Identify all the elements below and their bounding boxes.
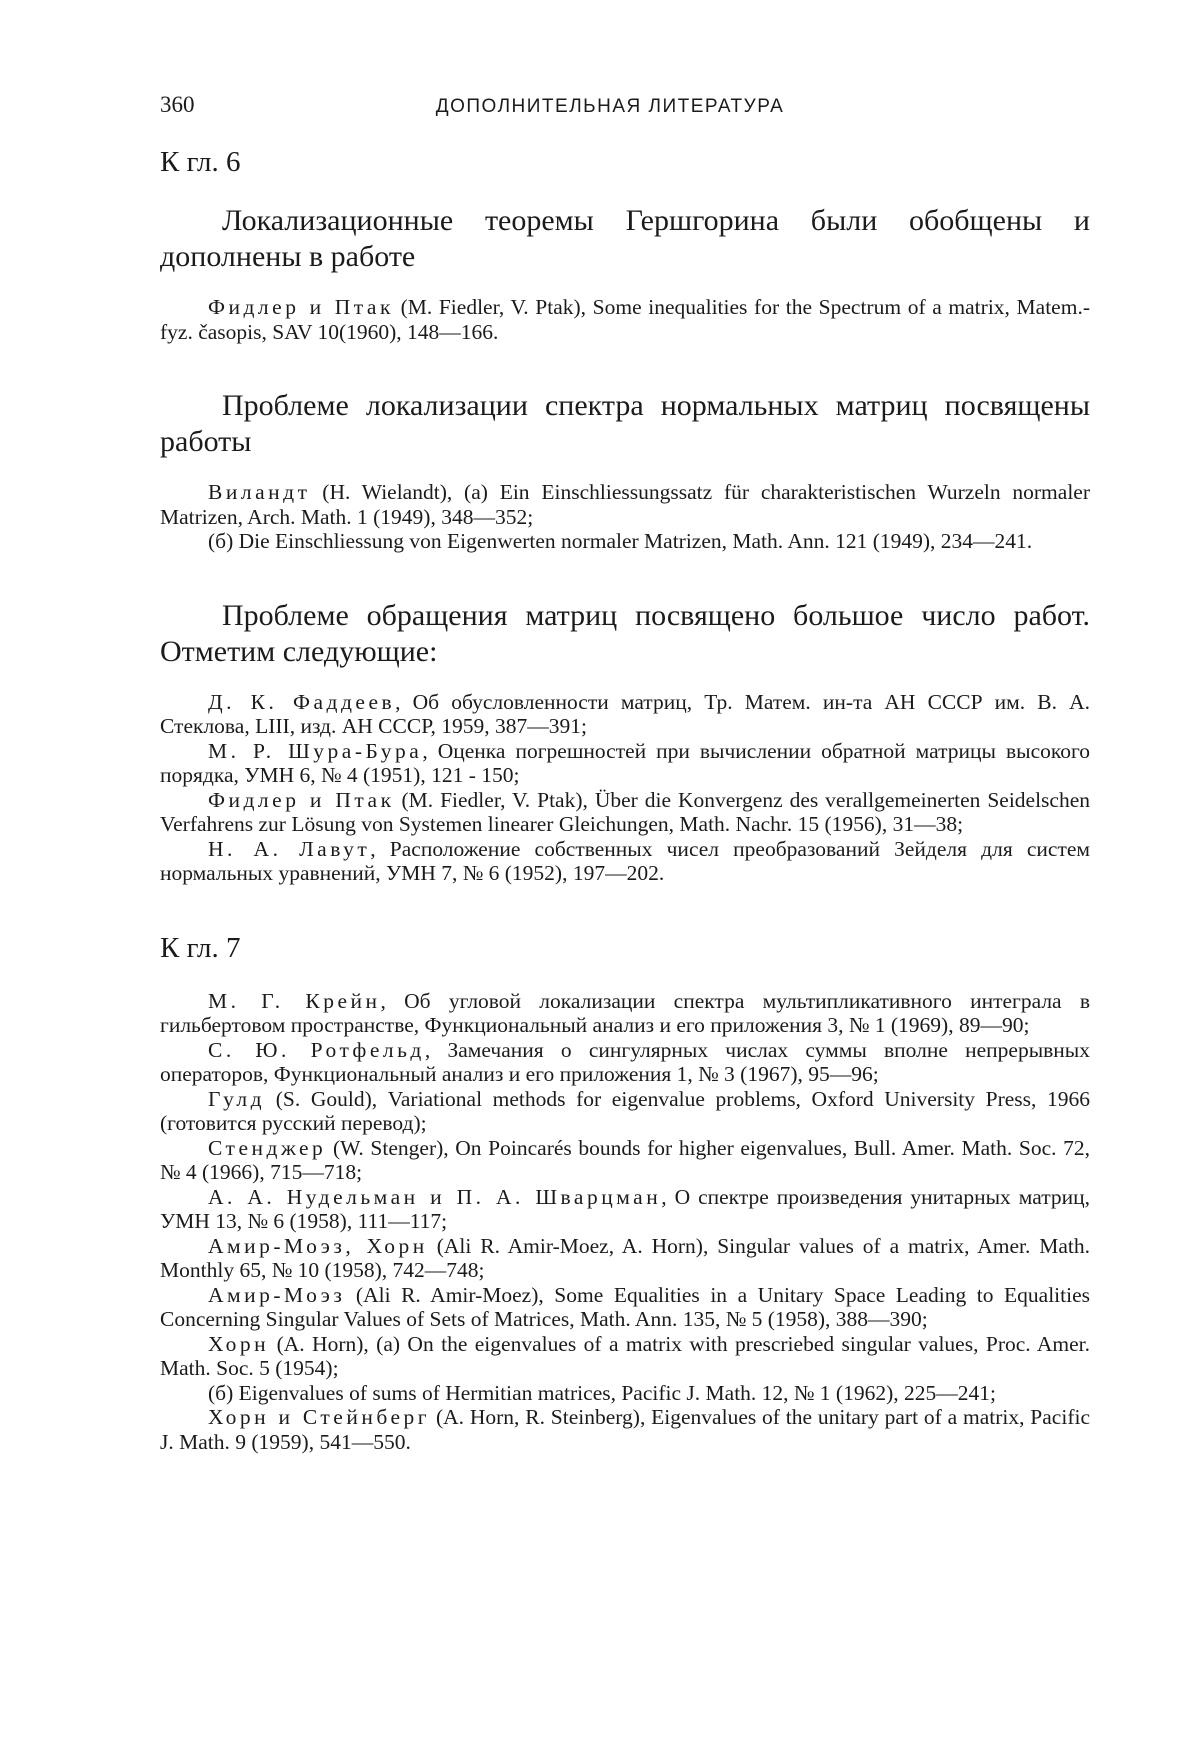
reference-author: Виландт <box>208 480 311 504</box>
reference-entry <box>160 295 1090 344</box>
reference-author: А. А. Нудельман и П. А. Шварцман <box>208 1184 662 1209</box>
chapter-heading: К гл. 6 <box>160 146 241 178</box>
reference-author-original: (A. Horn) <box>276 1331 364 1356</box>
reference-entry <box>160 788 1090 837</box>
intro-paragraph: Проблеме локализации спектра нормальных матриц посвящены работы <box>160 389 1090 458</box>
running-header <box>160 92 1090 132</box>
reference-text: , Замечания о сингулярных числах суммы вполне непрерывных операторов, Функциональный анализ и его приложения 1, № 3 (1967), 95—96; <box>160 1037 1090 1086</box>
reference-list <box>160 295 1090 344</box>
reference-author: Н. А. Лавут <box>208 836 371 861</box>
reference-entry <box>160 1038 1090 1087</box>
page-number: 360 <box>160 92 195 117</box>
reference-text: , Some Equalities in a Unitary Space Leading to Equalities Concerning Singular Values of Sets of Matrices, Math. Ann. 135, № 5 (1958), 388—390; <box>160 1282 1091 1331</box>
reference-entry <box>160 1283 1090 1332</box>
reference-entry <box>160 529 1090 554</box>
reference-text: (б) Die Einschliessung von Eigenwerten normaler Matrizen, Math. Ann. 121 (1949), 234—241. <box>208 529 1033 553</box>
chapter-heading: К гл. 7 <box>160 931 241 964</box>
reference-author-original: (H. Wielandt) <box>322 480 447 504</box>
reference-text: , Eigenvalues of the unitary part of a matrix, Pacific J. Math. 9 (1959), 541—550. <box>160 1405 1090 1454</box>
reference-entry <box>160 690 1090 739</box>
reference-text: , (a) On the eigenvalues of a matrix with prescriebed singular values, Proc. Amer. Math. Soc. 5 (1954); <box>160 1331 1091 1380</box>
reference-list <box>160 989 1090 1455</box>
reference-author-original: (S. Gould) <box>275 1086 372 1111</box>
content <box>160 146 1090 1454</box>
reference-entry <box>160 1405 1090 1454</box>
reference-author: Амир-Моэз, Хорн <box>208 1233 428 1258</box>
reference-entry <box>160 1234 1090 1283</box>
reference-text: , Variational methods for eigenvalue problems, Oxford University Press, 1966 (готовится русский перевод); <box>160 1086 1091 1135</box>
reference-author-original: (M. Fiedler, V. Ptak) <box>400 295 581 319</box>
reference-text: , Оценка погрешностей при вычислении обратной матрицы высокого порядка, УМН 6, № 4 (1951), 121 - 150; <box>160 738 1090 787</box>
reference-list <box>160 480 1090 554</box>
reference-entry <box>160 1185 1090 1234</box>
reference-author: С. Ю. Ротфельд <box>208 1037 425 1062</box>
reference-author: М. Р. Шура-Бура <box>208 738 423 763</box>
page <box>160 92 1090 1498</box>
reference-text: , Расположение собственных чисел преобразований Зейделя для систем нормальных уравнений, УМН 7, № 6 (1952), 197—202. <box>160 836 1090 885</box>
reference-text: , Об угловой локализации спектра мультипликативного интеграла в гильбертовом пространстве, Функциональный анализ и его приложения 3, № 1 (1969), 89—90; <box>160 988 1090 1037</box>
reference-text: , On Poincarés bounds for higher eigenvalues, Bull. Amer. Math. Soc. 72, № 4 (1966), 715—718; <box>160 1135 1091 1184</box>
reference-entry <box>160 1087 1090 1136</box>
reference-author: Хорн <box>208 1331 270 1356</box>
intro-paragraph: Локализационные теоремы Гершгорина были обобщены и дополнены в работе <box>160 204 1090 273</box>
reference-author-original: (W. Stenger) <box>332 1135 444 1160</box>
reference-list <box>160 690 1090 886</box>
running-head-title: ДОПОЛНИТЕЛЬНАЯ ЛИТЕРАТУРА <box>435 96 785 117</box>
reference-text: , Some inequalities for the Spectrum of a matrix, Matem.-fyz. časopis, SAV 10(1960), 148—166. <box>160 295 1090 344</box>
reference-text: , Über die Konvergenz des verallgemeinerten Seidelschen Verfahrens zur Lösung von Systemen linearer Gleichungen, Math. Nachr. 15 (1956), 31—38; <box>160 787 1091 836</box>
reference-author-original: (A. Horn, R. Steinberg) <box>435 1405 640 1429</box>
reference-entry <box>160 480 1090 529</box>
reference-author: Фидлер и Птак <box>208 787 395 812</box>
reference-author: Д. К. Фаддеев <box>208 689 396 714</box>
reference-text: , О спектре произведения унитарных матриц, УМН 13, № 6 (1958), 111—117; <box>160 1184 1091 1233</box>
reference-text: , (a) Ein Einschliessungssatz für charakteristischen Wurzeln normaler Matrizen, Arch. Math. 1 (1949), 348—352; <box>160 480 1090 529</box>
reference-author: Фидлер и Птак <box>208 295 394 319</box>
reference-author: М. Г. Крейн <box>208 988 381 1013</box>
reference-entry <box>160 739 1090 788</box>
reference-author: Амир-Моэз <box>208 1282 346 1307</box>
reference-author: Хорн и Стейнберг <box>208 1405 431 1429</box>
reference-entry <box>160 989 1090 1038</box>
reference-text: , Об обусловленности матриц, Тр. Матем. ин-та АН СССР им. В. А. Стеклова, LIII, изд. АН СССР, 1959, 387—391; <box>160 689 1090 738</box>
reference-text: (б) Eigenvalues of sums of Hermitian matrices, Pacific J. Math. 12, № 1 (1962), 225—241; <box>208 1380 996 1405</box>
reference-author-original: (M. Fiedler, V. Ptak) <box>401 787 583 812</box>
reference-author-original: (Ali R. Amir-Moez) <box>355 1282 539 1307</box>
intro-paragraph: Проблеме обращения матриц посвящено большое число работ. Отметим следующие: <box>160 598 1090 668</box>
reference-author: Гулд <box>208 1086 266 1111</box>
reference-entry <box>160 1381 1090 1406</box>
reference-author: Стенджер <box>208 1135 327 1160</box>
reference-author-original: (Ali R. Amir-Moez, A. Horn) <box>436 1233 703 1258</box>
reference-entry <box>160 1332 1090 1381</box>
reference-entry <box>160 837 1090 886</box>
reference-entry <box>160 1136 1090 1185</box>
reference-text: , Singular values of a matrix, Amer. Math. Monthly 65, № 10 (1958), 742—748; <box>160 1233 1090 1282</box>
